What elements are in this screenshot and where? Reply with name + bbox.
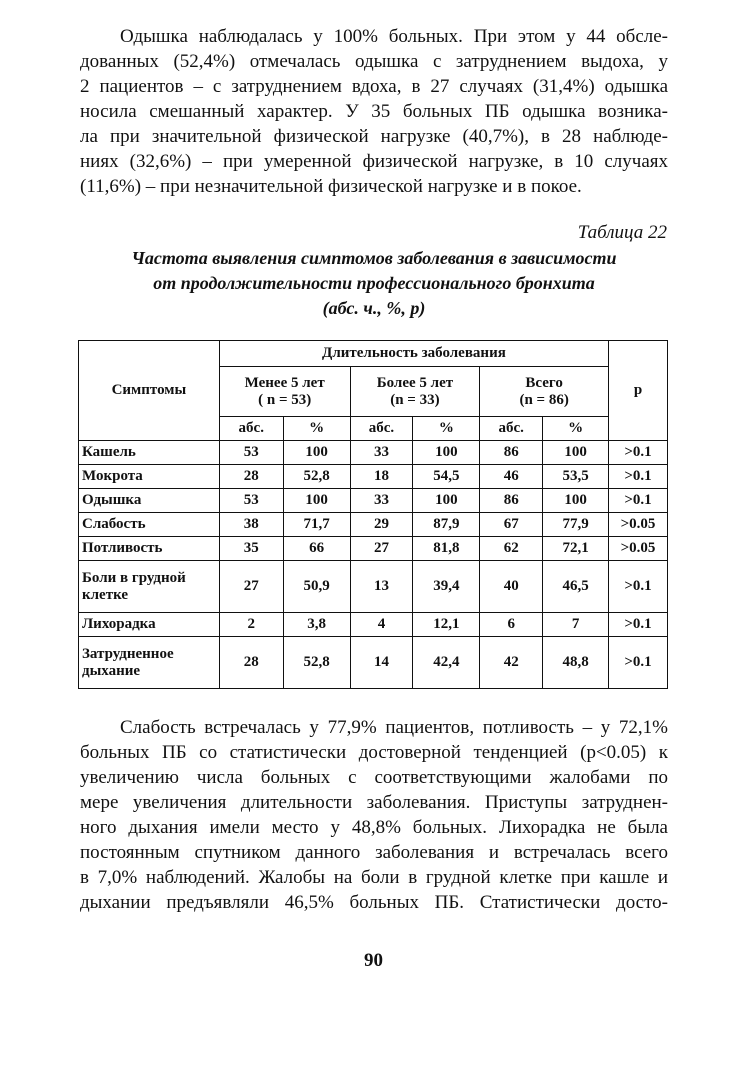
header-duration: Длительность заболевания (219, 341, 608, 367)
pct-cell: 54,5 (413, 465, 480, 489)
table-caption (80, 246, 668, 321)
table-row (79, 441, 668, 465)
header-pct: % (543, 417, 609, 441)
symptom-line: Потливость (82, 540, 163, 556)
caption-line: Частота выявления симптомов заболевания в зависимости (131, 248, 617, 268)
caption-line: (абс. ч., %, р) (322, 298, 426, 318)
paragraph-line: постоянным спутником данного заболевания и встречалась всего (80, 842, 668, 863)
symptom-line: Слабость (82, 516, 146, 532)
symptom-line: Кашель (82, 444, 136, 460)
abs-cell: 27 (219, 561, 283, 613)
group-name: Более 5 лет (376, 374, 454, 391)
symptom-cell (79, 561, 220, 613)
pct-cell: 52,8 (283, 465, 350, 489)
p-cell: >0.1 (609, 613, 668, 637)
abs-cell: 42 (480, 637, 543, 689)
p-cell: >0.05 (609, 513, 668, 537)
p-cell: >0.1 (609, 441, 668, 465)
group-n: (n = 33) (390, 391, 440, 408)
group-n: ( n = 53) (258, 391, 312, 408)
abs-cell: 33 (350, 489, 413, 513)
p-cell: >0.1 (609, 489, 668, 513)
p-cell: >0.1 (609, 465, 668, 489)
paragraph-line: увеличению числа больных с соответствующими жалобами по (80, 767, 668, 788)
table-body (79, 441, 668, 689)
symptom-line: Одышка (82, 492, 142, 508)
symptom-frequency-table (78, 340, 668, 689)
pct-cell: 77,9 (543, 513, 609, 537)
pct-cell: 48,8 (543, 637, 609, 689)
table-row (79, 637, 668, 689)
table-row (79, 561, 668, 613)
pct-cell: 87,9 (413, 513, 480, 537)
symptom-line: Лихорадка (82, 616, 156, 632)
table-row (79, 489, 668, 513)
group-name: Всего (525, 374, 563, 391)
header-pct: % (283, 417, 350, 441)
abs-cell: 2 (219, 613, 283, 637)
pct-cell: 3,8 (283, 613, 350, 637)
table-row (79, 613, 668, 637)
paragraph-line: мере увеличения длительности заболевания. Приступы затруднен- (80, 792, 668, 813)
abs-cell: 29 (350, 513, 413, 537)
abs-cell: 53 (219, 489, 283, 513)
pct-cell: 53,5 (543, 465, 609, 489)
paragraph-line: ниях (32,6%) – при умеренной физической нагрузке, в 10 случаях (80, 151, 668, 172)
header-group (350, 367, 480, 417)
header-p: р (609, 341, 668, 441)
abs-cell: 86 (480, 489, 543, 513)
pct-cell: 100 (283, 489, 350, 513)
symptom-cell (79, 613, 220, 637)
table-row (79, 513, 668, 537)
symptom-line: дыхание (82, 662, 141, 679)
paragraph-line: ного дыхания имели место у 48,8% больных. Лихорадка не была (80, 817, 668, 838)
table-label: Таблица 22 (577, 222, 667, 243)
abs-cell: 67 (480, 513, 543, 537)
pct-cell: 12,1 (413, 613, 480, 637)
paragraph-line: Одышка наблюдалась у 100% больных. При этом у 44 обсле- (120, 26, 668, 47)
pct-cell: 39,4 (413, 561, 480, 613)
pct-cell: 72,1 (543, 537, 609, 561)
table-row (79, 537, 668, 561)
paragraph-line: в 7,0% наблюдений. Жалобы на боли в грудной клетке при кашле и (80, 867, 668, 888)
pct-cell: 7 (543, 613, 609, 637)
caption-line: от продолжительности профессионального бронхита (153, 273, 595, 293)
pct-cell: 100 (413, 441, 480, 465)
pct-cell: 100 (543, 441, 609, 465)
header-abs: абс. (219, 417, 283, 441)
abs-cell: 33 (350, 441, 413, 465)
paragraph-line: 2 пациентов – с затруднением вдоха, в 27 случаях (31,4%) одышка (80, 76, 668, 97)
pct-cell: 100 (283, 441, 350, 465)
abs-cell: 46 (480, 465, 543, 489)
symptom-line: Мокрота (82, 468, 143, 484)
header-abs: абс. (480, 417, 543, 441)
abs-cell: 86 (480, 441, 543, 465)
abs-cell: 28 (219, 465, 283, 489)
abs-cell: 38 (219, 513, 283, 537)
symptom-line: Затрудненное (82, 645, 174, 662)
header-symptoms: Симптомы (79, 341, 220, 441)
abs-cell: 53 (219, 441, 283, 465)
paragraph-line: носила смешанный характер. У 35 больных ПБ одышка возника- (80, 101, 668, 122)
abs-cell: 4 (350, 613, 413, 637)
pct-cell: 81,8 (413, 537, 480, 561)
p-cell: >0.1 (609, 561, 668, 613)
table-row (79, 465, 668, 489)
abs-cell: 14 (350, 637, 413, 689)
abs-cell: 40 (480, 561, 543, 613)
paragraph-2 (80, 715, 668, 915)
symptom-line: Боли в грудной (82, 569, 186, 586)
header-pct: % (413, 417, 480, 441)
abs-cell: 27 (350, 537, 413, 561)
paragraph-line: Слабость встречалась у 77,9% пациентов, потливость – у 72,1% (120, 717, 668, 738)
symptom-cell (79, 489, 220, 513)
symptom-cell (79, 441, 220, 465)
p-cell: >0.1 (609, 637, 668, 689)
pct-cell: 66 (283, 537, 350, 561)
page-number: 90 (364, 950, 383, 971)
pct-cell: 100 (543, 489, 609, 513)
paragraph-line: дыхании предъявляли 46,5% больных ПБ. Статистически досто- (80, 892, 668, 913)
paragraph-line: (11,6%) – при незначительной физической нагрузке и в покое. (80, 176, 582, 197)
header-group (480, 367, 609, 417)
pct-cell: 100 (413, 489, 480, 513)
abs-cell: 35 (219, 537, 283, 561)
pct-cell: 52,8 (283, 637, 350, 689)
symptom-cell (79, 537, 220, 561)
header-abs: абс. (350, 417, 413, 441)
abs-cell: 18 (350, 465, 413, 489)
pct-cell: 71,7 (283, 513, 350, 537)
symptom-cell (79, 513, 220, 537)
header-group (219, 367, 350, 417)
symptom-line: клетке (82, 586, 129, 603)
abs-cell: 28 (219, 637, 283, 689)
paragraph-line: больных ПБ со статистически достоверной тенденцией (р<0.05) к (80, 742, 668, 763)
paragraph-1 (80, 24, 668, 199)
abs-cell: 62 (480, 537, 543, 561)
symptom-cell (79, 465, 220, 489)
pct-cell: 42,4 (413, 637, 480, 689)
symptom-cell (79, 637, 220, 689)
group-name: Менее 5 лет (244, 374, 325, 391)
abs-cell: 6 (480, 613, 543, 637)
abs-cell: 13 (350, 561, 413, 613)
pct-cell: 46,5 (543, 561, 609, 613)
group-n: (n = 86) (519, 391, 569, 408)
paragraph-line: ла при значительной физической нагрузке (40,7%), в 28 наблюде- (80, 126, 668, 147)
pct-cell: 50,9 (283, 561, 350, 613)
p-cell: >0.05 (609, 537, 668, 561)
paragraph-line: дованных (52,4%) отмечалась одышка с затруднением выдоха, у (80, 51, 668, 72)
